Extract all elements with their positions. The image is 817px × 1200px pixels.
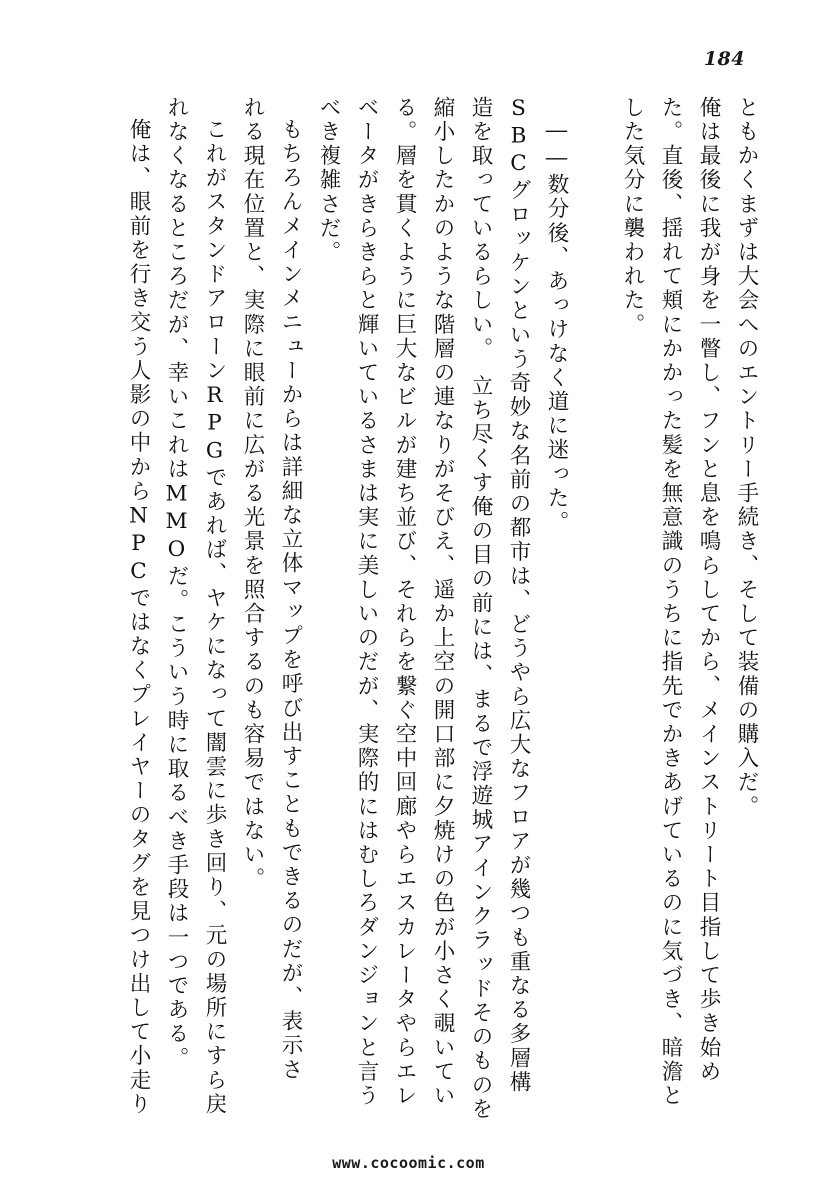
text-line: る。層を貫くように巨大なビルが建ち並び、それらを繋ぐ空中回廊やらエスカレータやらエレ — [392, 96, 417, 1109]
footer-watermark: www.cocoomic.com — [332, 1154, 485, 1172]
text-line-blank — [567, 96, 605, 1086]
text-line: れなくなるところだが、幸いこれはMMOだ。こういう時に取るべき手段は一つである。 — [164, 96, 189, 1071]
text-line: ――数分後、あっけなく道に迷った。 — [544, 118, 569, 535]
text-line: た。直後、揺れて頬にかかった髪を無意識のうちに指先でかきあげているのに気づき、暗澹と — [658, 96, 683, 1109]
text-line: した気分に襲われた。 — [620, 96, 645, 337]
text-line: れる現在位置と、実際に眼前に広がる光景を照合するのも容易ではない。 — [240, 96, 265, 892]
text-line: ともかくまずは大会へのエントリー手続き、そして装備の購入だ。 — [734, 96, 759, 819]
text-line: これがスタンドアローンRPGであれば、ヤケになって闇雲に歩き回り、元の場所にすら戻 — [202, 118, 227, 1117]
text-line: 造を取っているらしい。 立ち尽くす俺の目の前には、まるで浮遊城アインクラッドそのものを — [468, 96, 493, 1122]
text-line: SBCグロッケンという奇妙な名前の都市は、どうやら広大なフロアが幾つも重なる多層構 — [506, 96, 531, 1095]
text-line: 縮小したかのような階層の連なりがそびえ、遥か上空の開口部に夕焼けの色が小さく覗いてい — [430, 96, 455, 1109]
text-line: ベータがきらきらと輝いているさまは実に美しいのだが、実際的にはむしろダンジョンと言う — [354, 96, 379, 1109]
text-line: 俺は、眼前を行き交う人影の中からNPCではなくプレイヤーのタグを見つけ出して小走り — [126, 118, 151, 1117]
text-line: 俺は最後に我が身を一瞥し、フンと息を鳴らしてから、メインストリート目指して歩き始め — [696, 96, 721, 1085]
text-line: べき複雑さだ。 — [316, 96, 341, 265]
vertical-text-block — [56, 96, 759, 1122]
text-line: もちろんメインメニューからは詳細な立体マップを呼び出すこともできるのだが、表示さ — [278, 118, 303, 1082]
page-number: 184 — [703, 48, 745, 70]
